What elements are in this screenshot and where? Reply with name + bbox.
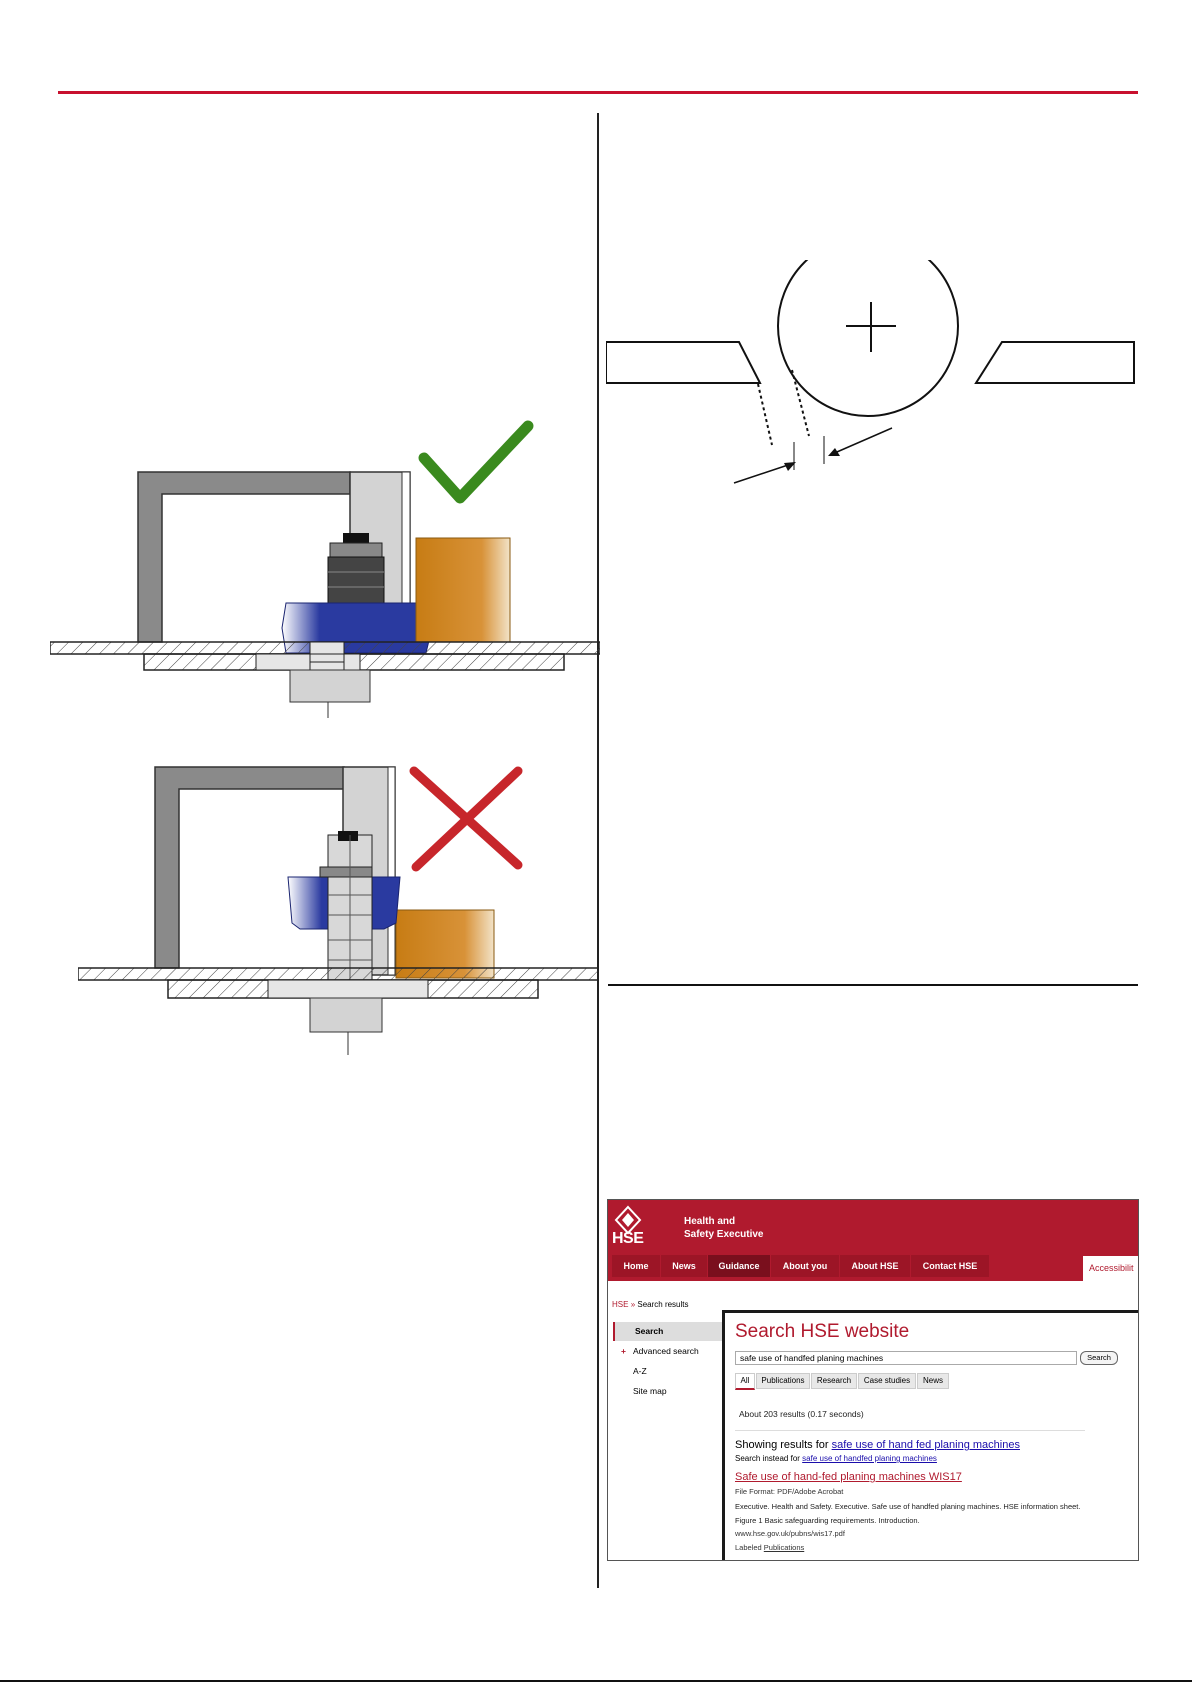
- nav-about-hse[interactable]: About HSE: [840, 1255, 910, 1277]
- sidebar-item-site-map[interactable]: Site map: [633, 1386, 667, 1396]
- search-input[interactable]: safe use of handfed planing machines: [735, 1351, 1077, 1365]
- nav-accessibility[interactable]: Accessibilit: [1083, 1256, 1139, 1281]
- section-rule: [608, 984, 1138, 986]
- panel-title: Search HSE website: [735, 1321, 910, 1342]
- result-count: About 203 results (0.17 seconds): [739, 1409, 864, 1419]
- sidebar-item-search[interactable]: Search: [613, 1322, 723, 1341]
- nav-guidance[interactable]: Guidance: [708, 1255, 770, 1277]
- bottom-rule: [0, 1680, 1192, 1682]
- labeled-prefix: Labeled: [735, 1543, 762, 1552]
- showing-results: [735, 1439, 1020, 1451]
- hse-search-screenshot: [607, 1199, 1139, 1561]
- sidebar-item-a-z[interactable]: A-Z: [633, 1366, 647, 1376]
- nav-about-you[interactable]: About you: [771, 1255, 839, 1277]
- result-snippet: Executive. Health and Safety. Executive. Safe use of handfed planing machines. HSE information sheet. Figure 1 Basic safeguarding requirements. Introduction.: [735, 1502, 1081, 1525]
- nav-news[interactable]: News: [661, 1255, 707, 1277]
- instead-link[interactable]: safe use of handfed planing machines: [802, 1454, 937, 1463]
- hse-logo-text: HSE: [612, 1230, 644, 1247]
- tab-news[interactable]: News: [917, 1373, 949, 1389]
- search-button[interactable]: Search: [1080, 1351, 1118, 1365]
- correct-setup-diagram: [50, 420, 600, 720]
- result-url: www.hse.gov.uk/pubns/wis17.pdf: [735, 1529, 845, 1538]
- top-rule: [58, 91, 1138, 94]
- tab-all[interactable]: All: [735, 1373, 755, 1390]
- breadcrumb-separator: »: [630, 1300, 636, 1309]
- result-labels: [735, 1543, 804, 1552]
- divider: [735, 1430, 1085, 1431]
- instead-prefix: Search instead for: [735, 1454, 800, 1463]
- check-mark-icon: [424, 426, 528, 498]
- breadcrumb-home[interactable]: HSE: [612, 1300, 629, 1309]
- tab-publications[interactable]: Publications: [756, 1373, 810, 1389]
- nav-contact-hse[interactable]: Contact HSE: [911, 1255, 989, 1277]
- labeled-link[interactable]: Publications: [763, 1543, 805, 1552]
- result-title-link[interactable]: Safe use of hand-fed planing machines WIS17: [735, 1471, 962, 1483]
- sidebar-item-advanced-search[interactable]: [613, 1342, 723, 1361]
- cutter-clearance-diagram: [606, 260, 1146, 500]
- cross-mark-icon: [414, 771, 518, 867]
- plus-icon: +: [621, 1346, 626, 1356]
- search-panel: [722, 1310, 1139, 1561]
- breadcrumb-current: Search results: [637, 1300, 689, 1309]
- hse-org-name: Health and Safety Executive: [684, 1216, 764, 1240]
- tab-research[interactable]: Research: [811, 1373, 857, 1389]
- incorrect-setup-diagram: [78, 755, 598, 1055]
- tab-case-studies[interactable]: Case studies: [858, 1373, 916, 1389]
- showing-prefix: Showing results for: [735, 1439, 829, 1451]
- search-instead: [735, 1454, 937, 1463]
- sidebar-item-label: Advanced search: [633, 1346, 699, 1356]
- nav-home[interactable]: Home: [612, 1255, 660, 1277]
- breadcrumb: [612, 1300, 689, 1309]
- result-format: File Format: PDF/Adobe Acrobat: [735, 1487, 844, 1496]
- showing-link[interactable]: safe use of hand fed planing machines: [831, 1439, 1020, 1451]
